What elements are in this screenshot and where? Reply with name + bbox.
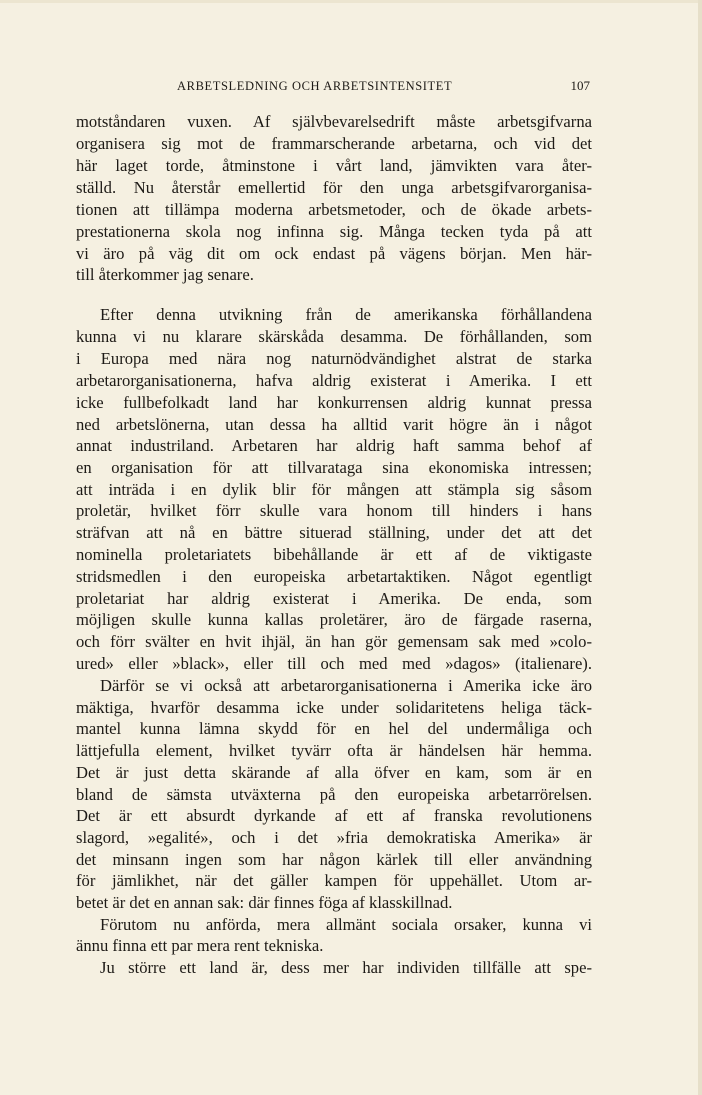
page-right-edge [698,0,702,1095]
text-line: Det är ett absurdt dyrkande af ett af franska revolutionens [76,806,592,825]
text-line: tionen att tillämpa moderna arbetsmetoder, och de ökade arbets- [76,200,592,219]
text-line: att inträda i en dylik blir för mången att stämpla sig såsom [76,480,592,499]
text-line: här laget torde, åtminstone i vårt land, jämvikten vara åter- [76,156,592,175]
text-line: Det är just detta skärande af alla öfver en kam, som är en [76,763,592,782]
text-line: en organisation för att tillvarataga sina ekonomiska intressen; [76,458,592,477]
text-line: icke fullbefolkadt land har konkurrensen aldrig kunnat pressa [76,393,592,412]
text-line: nominella proletariatets bibehållande är ett af de viktigaste [76,545,592,564]
text-line: möjligen skulle kunna kallas proletärer, äro de färgade raserna, [76,610,592,629]
text-line: prestationerna skola nog infinna sig. Många tecken tyda på att [76,222,592,241]
text-line: sträfvan att nå en bättre situerad ställning, under det att det [76,523,592,542]
page-number: 107 [570,78,590,93]
text-line: lättjefulla element, hvilket tyvärr ofta är händelsen här hemma. [76,741,592,760]
running-header [76,77,590,95]
text-line: det minsann ingen som har någon kärlek till eller användning [76,850,592,869]
text-line: Därför se vi också att arbetarorganisationerna i Amerika icke äro [100,676,592,695]
text-line: slagord, »egalité», och i det »fria demokratiska Amerika» är [76,828,592,847]
text-line: arbetarorganisationerna, hafva aldrig existerat i Amerika. I ett [76,371,592,390]
text-line: motståndaren vuxen. Af självbevarelsedrift måste arbetsgifvarna [76,112,592,131]
text-line: till återkommer jag senare. [76,265,254,284]
text-line: ställd. Nu återstår emellertid för den unga arbetsgifvarorganisa- [76,178,592,197]
text-line: kunna vi nu klarare skärskåda desamma. De förhållanden, som [76,327,592,346]
text-line: för jämlikhet, när det gäller kampen för uppehället. Utom ar- [76,871,592,890]
page-top-edge [0,0,702,3]
text-line: i Europa med nära nog naturnödvändighet alstrat de starka [76,349,592,368]
text-line: proletär, hvilket förr skulle vara honom till hinders i hans [76,501,592,520]
text-line: mäktiga, hvarför desamma icke under solidaritetens heliga täck- [76,698,592,717]
text-line: vi äro på väg dit om ock endast på vägens början. Men här- [76,244,592,263]
text-line: ured» eller »black», eller till och med med »dagos» (italienare). [76,654,592,673]
text-line: Ju större ett land är, dess mer har individen tillfälle att spe- [100,958,592,977]
text-line: och förr svälter en hvit ihjäl, än han gör gemensam sak med »colo- [76,632,592,651]
text-line: mantel kunna lämna skydd för en hel del undermåliga och [76,719,592,738]
text-line: organisera sig mot de frammarscherande arbetarna, och vid det [76,134,592,153]
text-line: bland de sämsta utväxterna på den europeiska arbetarrörelsen. [76,785,592,804]
text-line: betet är det en annan sak: där finnes föga af klasskillnad. [76,893,453,912]
text-line: stridsmedlen i den europeiska arbetartaktiken. Något egentligt [76,567,592,586]
text-line: Efter denna utvikning från de amerikanska förhållandena [100,305,592,324]
text-line: ännu finna ett par mera rent tekniska. [76,936,324,955]
running-title: ARBETSLEDNING OCH ARBETSINTENSITET [177,79,453,93]
text-line: annat industriland. Arbetaren har aldrig haft samma behof af [76,436,592,455]
text-line: proletariat har aldrig existerat i Amerika. De enda, som [76,589,592,608]
text-line: Förutom nu anförda, mera allmänt sociala orsaker, kunna vi [100,915,592,934]
text-line: ned arbetslönerna, utan dessa ha alltid varit högre än i något [76,415,592,434]
